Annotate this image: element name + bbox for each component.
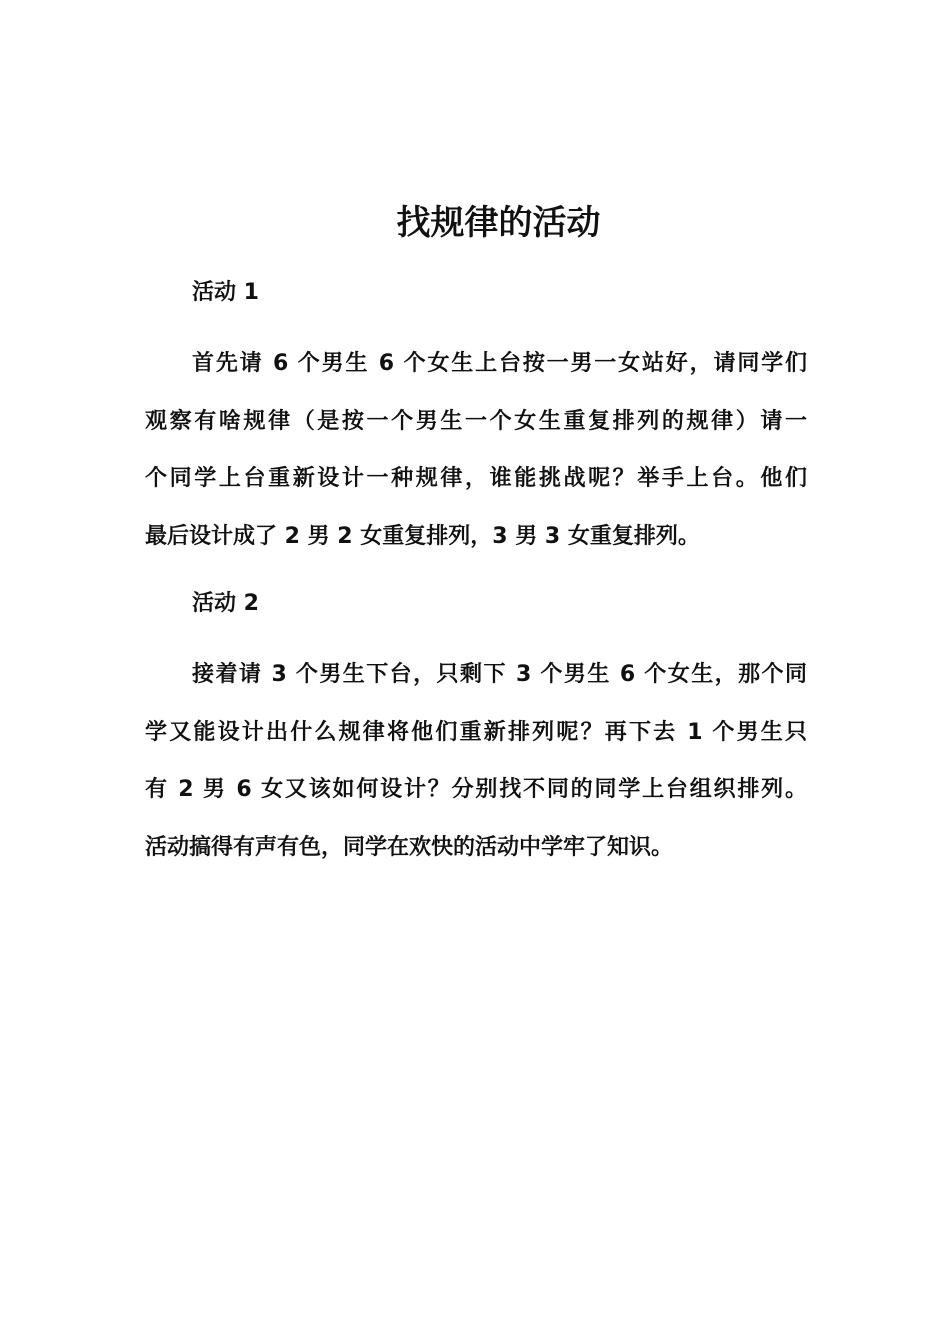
document-title: 找规律的活动 [396, 203, 601, 243]
paragraph-line: 学又能设计出什么规律将他们重新排列呢？再下去 1 个男生只 [145, 719, 807, 745]
paragraph-line: 最后设计成了 2 男 2 女重复排列，3 男 3 女重复排列。 [145, 523, 700, 549]
paragraph-line: 个同学上台重新设计一种规律，谁能挑战呢？举手上台。他们 [145, 466, 807, 491]
paragraph-line: 接着请 3 个男生下台，只剩下 3 个男生 6 个女生，那个同 [192, 662, 807, 687]
paragraph-line: 有 2 男 6 女又该如何设计？分别找不同的同学上台组织排列。 [145, 777, 807, 802]
paragraph-line: 首先请 6 个男生 6 个女生上台按一男一女站好，请同学们 [192, 351, 807, 376]
section-heading-1: 活动 1 [192, 280, 259, 305]
section-body-1 [145, 335, 807, 565]
section-body-2 [145, 646, 807, 876]
paragraph-line: 观察有啥规律（是按一个男生一个女生重复排列的规律）请一 [145, 408, 807, 434]
section-heading-2: 活动 2 [192, 591, 259, 616]
paragraph-line: 活动搞得有声有色，同学在欢快的活动中学牢了知识。 [145, 834, 674, 860]
